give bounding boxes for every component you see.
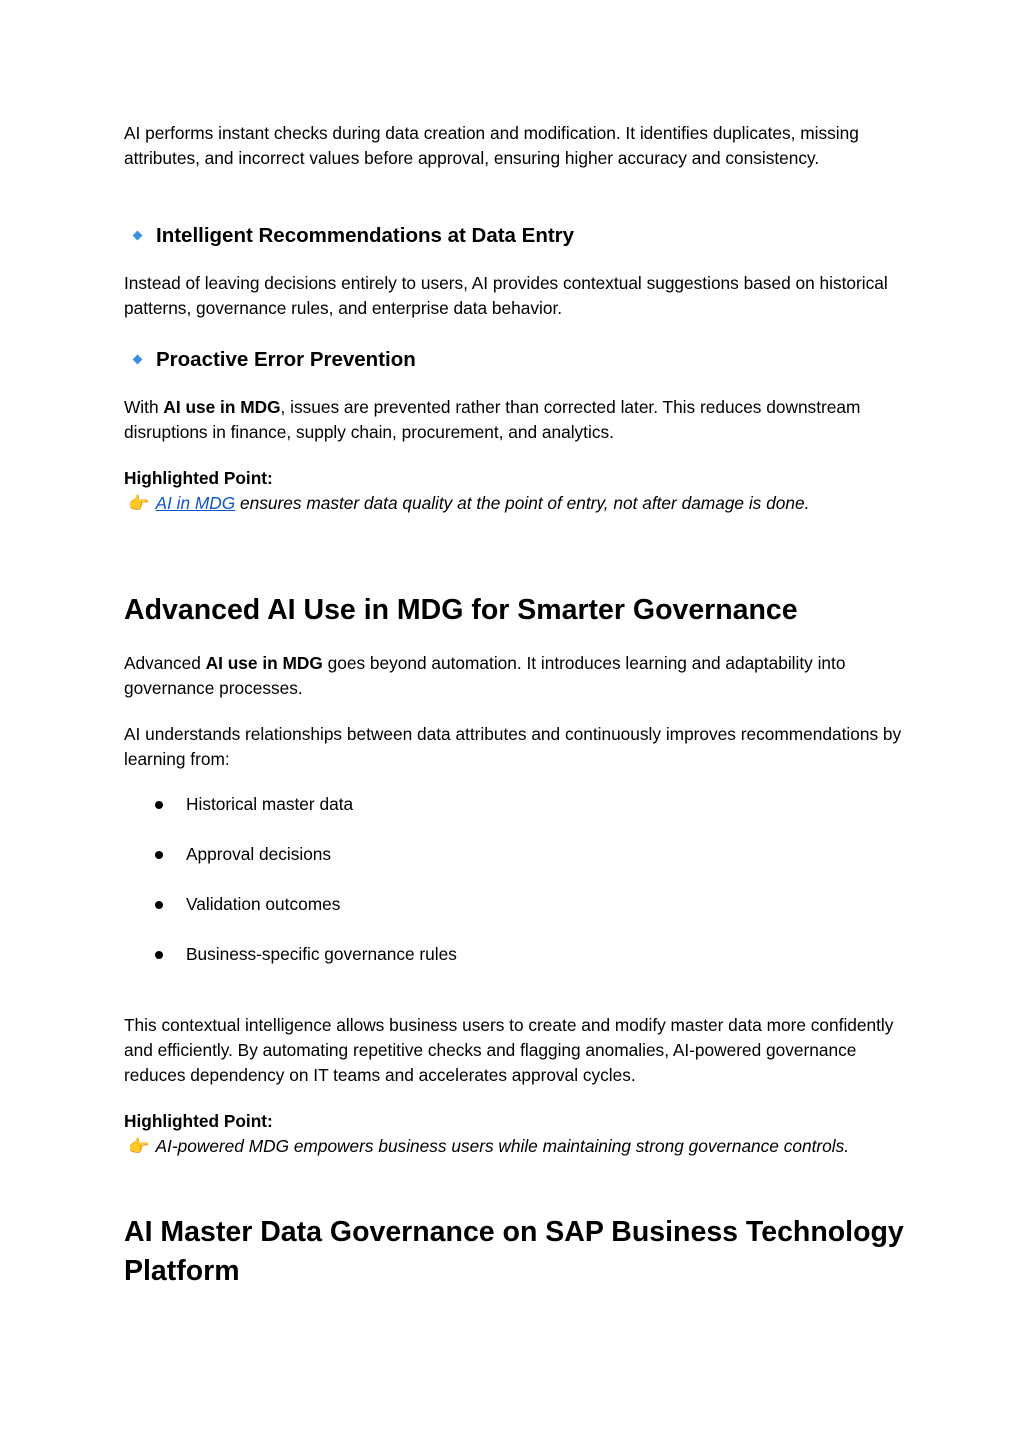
list-item: Business-specific governance rules <box>124 942 457 992</box>
bold-keyword: AI use in MDG <box>163 397 281 417</box>
recommendations-paragraph: Instead of leaving decisions entirely to users, AI provides contextual suggestions based on historical patterns, governance rules, and enterprise data behavior. <box>124 273 888 318</box>
ai-in-mdg-link[interactable]: AI in MDG <box>155 493 236 513</box>
error-prevention-paragraph: With AI use in MDG, issues are prevented rather than corrected later. This reduces downstream disruptions in finance, supply chain, procurement, and analytics. <box>124 397 861 442</box>
highlight-label: Highlighted Point: <box>124 468 273 488</box>
contextual-intelligence-paragraph: This contextual intelligence allows business users to create and modify master data more confidently and efficiently. By automating repetitive checks and flagging anomalies, AI-powered governance reduces dependency on IT teams and accelerates approval cycles. <box>124 1015 894 1085</box>
diamond-bullet-icon <box>133 230 143 240</box>
highlighted-point-1: Highlighted Point: 👉 AI in MDG ensures master data quality at the point of entry, not after damage is done. <box>124 468 810 513</box>
pointing-hand-icon: 👉 <box>128 493 150 513</box>
list-item: Historical master data <box>124 792 457 842</box>
advanced-paragraph: Advanced AI use in MDG goes beyond automation. It introduces learning and adaptability into governance processes. <box>124 653 846 698</box>
heading-advanced-ai-use: Advanced AI Use in MDG for Smarter Governance <box>124 594 798 626</box>
bold-keyword: AI use in MDG <box>205 653 323 673</box>
highlighted-point-2: Highlighted Point: 👉 AI-powered MDG empowers business users while maintaining strong governance controls. <box>124 1111 850 1156</box>
intro-paragraph: AI performs instant checks during data creation and modification. It identifies duplicates, missing attributes, and incorrect values before approval, ensuring higher accuracy and consistency. <box>124 123 859 168</box>
diamond-bullet-icon <box>133 354 143 364</box>
highlight-label: Highlighted Point: <box>124 1111 273 1131</box>
subheading-intelligent-recommendations: Intelligent Recommendations at Data Entry <box>124 223 574 249</box>
learning-sources-list <box>124 792 457 992</box>
relationships-paragraph: AI understands relationships between data attributes and continuously improves recommendations by learning from: <box>124 724 902 769</box>
list-item: Approval decisions <box>124 842 457 892</box>
list-item: Validation outcomes <box>124 892 457 942</box>
heading-ai-mdg-on-sap-btp: AI Master Data Governance on SAP Business Technology Platform <box>124 1216 904 1287</box>
subheading-proactive-error-prevention: Proactive Error Prevention <box>124 347 416 373</box>
pointing-hand-icon: 👉 <box>128 1136 150 1156</box>
